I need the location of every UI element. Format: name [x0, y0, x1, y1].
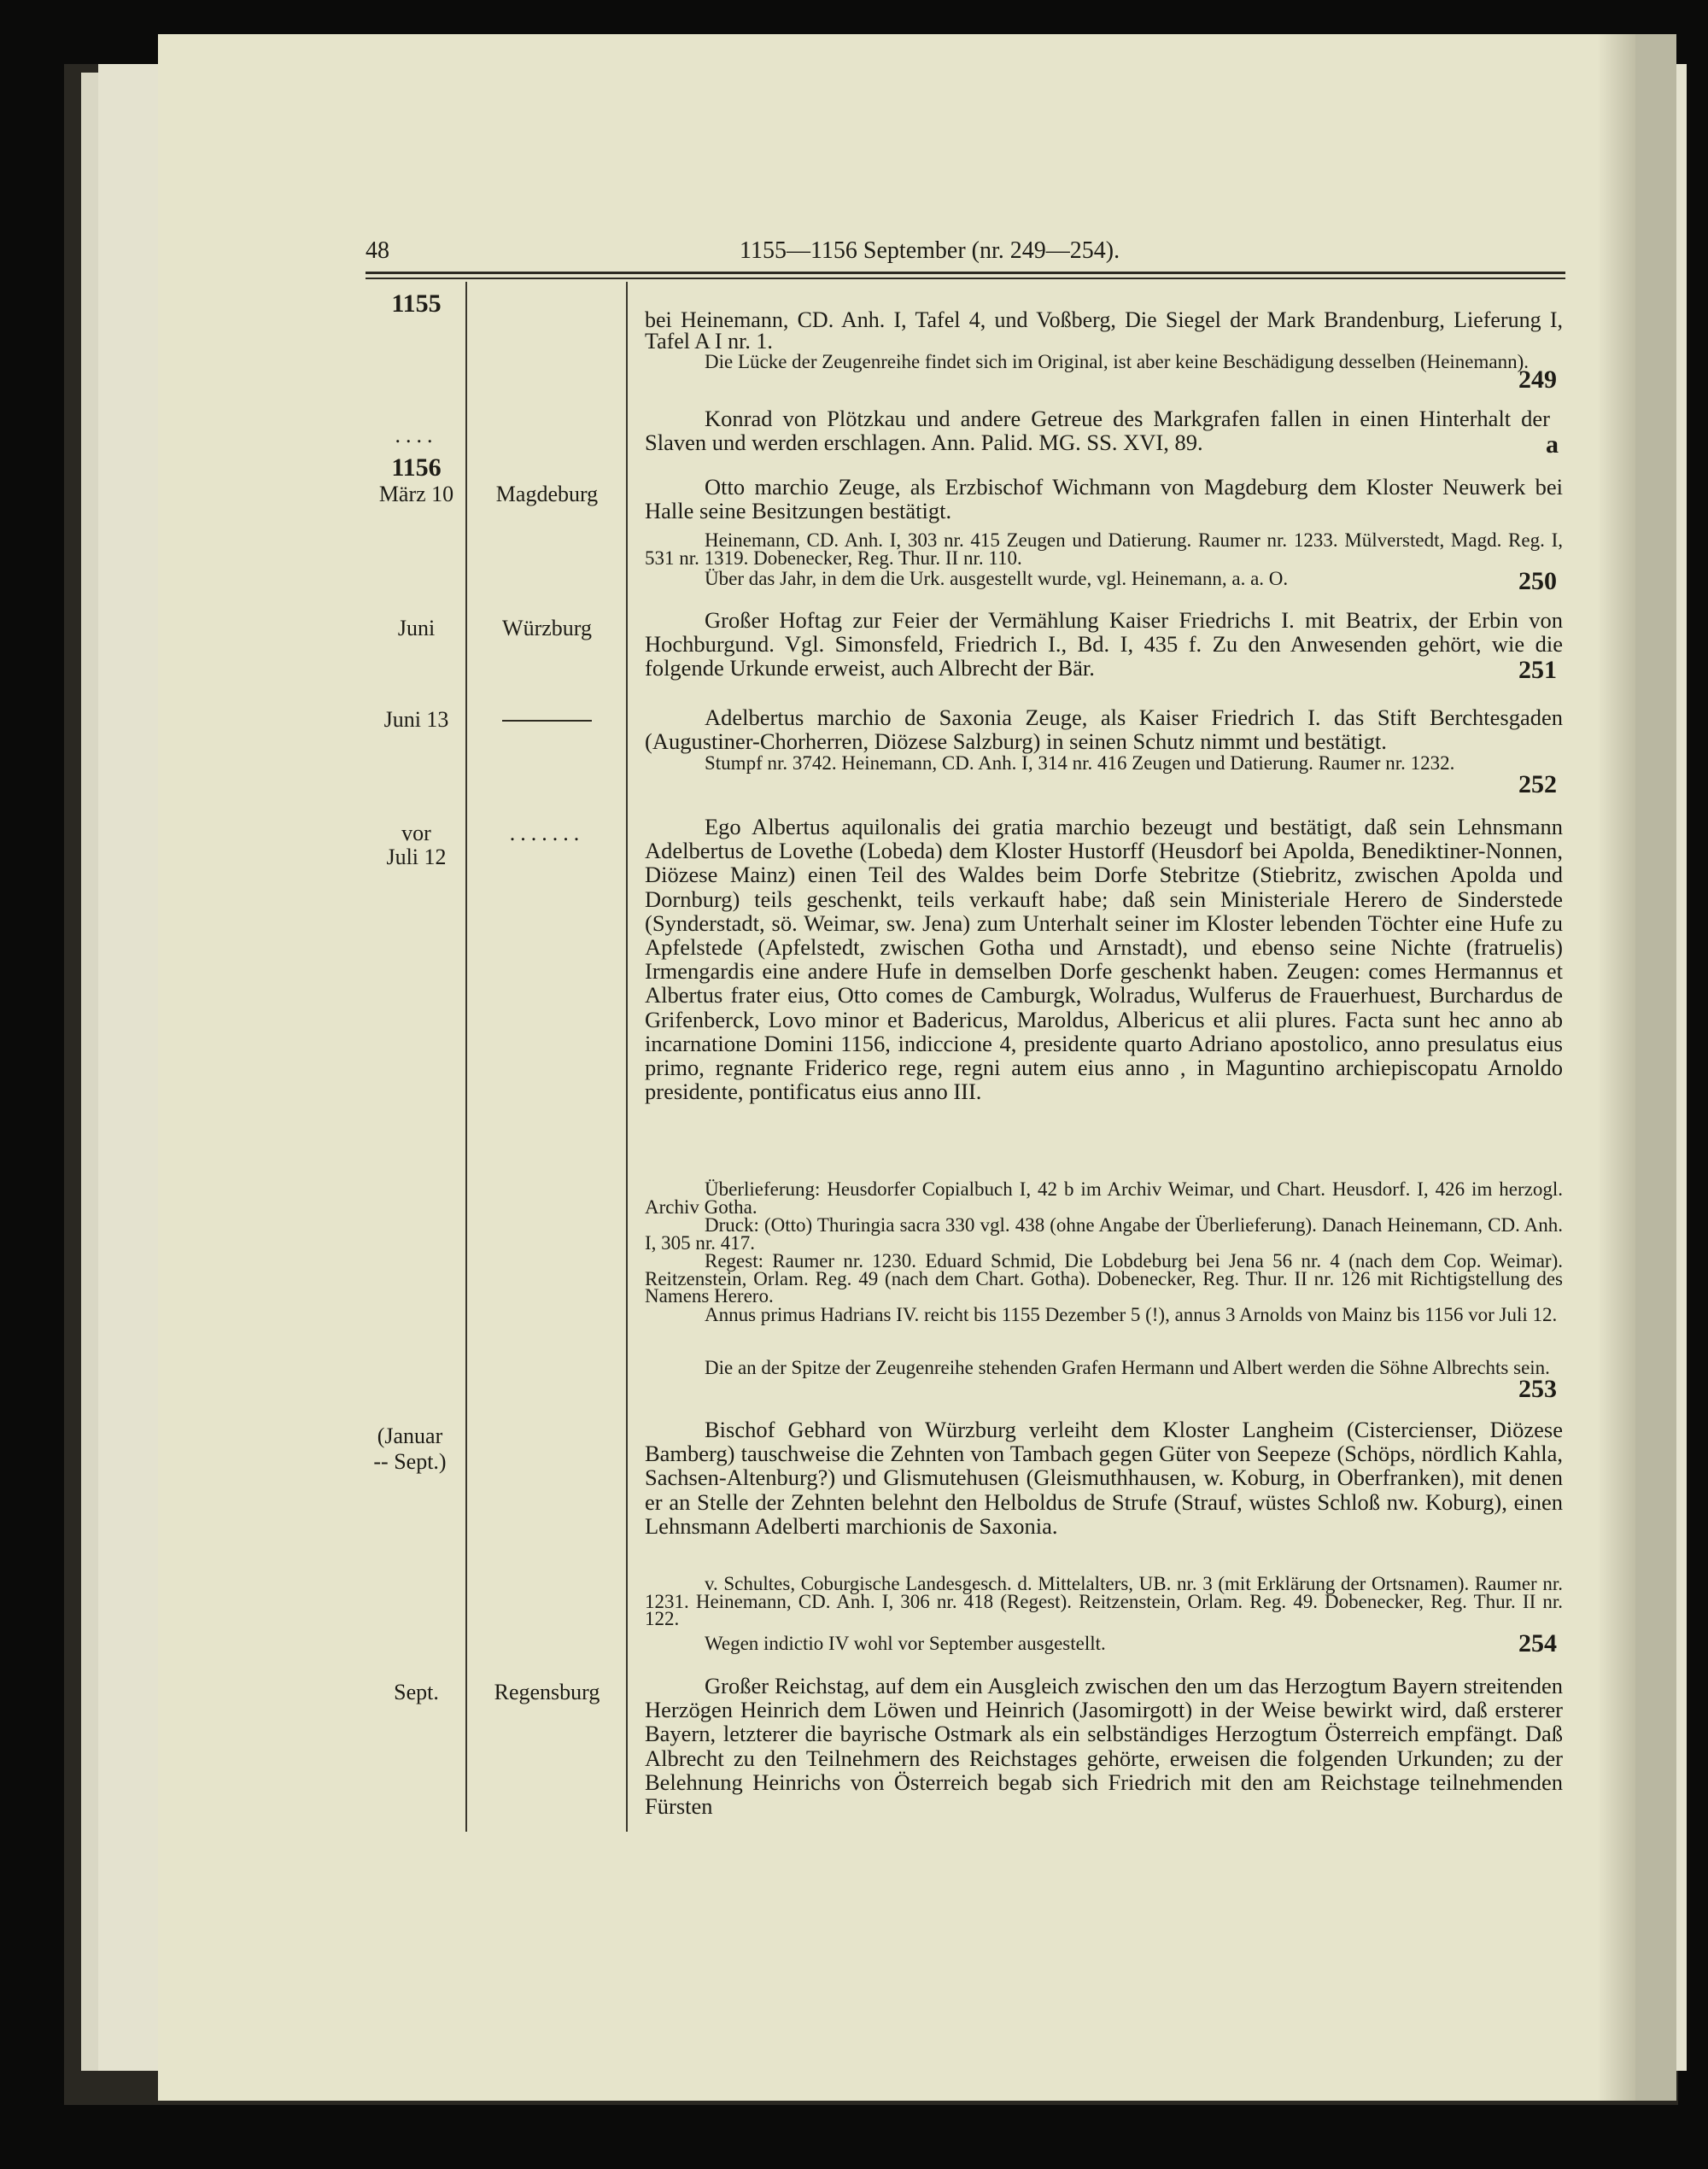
column-rule-date	[465, 282, 467, 1832]
column-rule-place	[626, 282, 628, 1832]
entry-252-note-1: Stumpf nr. 3742. Heinemann, CD. Anh. I, 314 nr. 416 Zeugen und Datierung. Raumer nr. 1232.	[705, 752, 1455, 774]
entry-253-note-2: Druck: (Otto) Thuringia sacra 330 vgl. 438 (ohne Angabe der Überlieferung). Danach Heinemann, CD. Anh. I, 305 nr. 417.	[645, 1214, 1563, 1254]
entry-250-text: Otto marchio Zeuge, als Erzbischof Wichmann von Magdeburg dem Kloster Neuwerk bei Halle seine Besitzungen bestätigt.	[645, 474, 1563, 524]
facing-page-edge	[1635, 34, 1676, 2101]
date-juli-12: Juli 12	[386, 845, 447, 869]
entry-253-text: Ego Albertus aquilonalis dei gratia marchio bezeugt und bestätigt, daß sein Lehnsmann Adelbertus de Lovethe (Lobeda) dem Kloster Hustorff (Heusdorf bei Apolda, Benediktiner-Nonnen, Diözese Mainz) einen Teil des Waldes beim Dorfe Stebritze (Stiebritz, zwischen Apolda und Dornburg) teils geschenkt, teils verkauft habe; daß sein Ministeriale Herero de Sinderstede (Synderstadt, sö. Weimar, sw. Jena) zum Unterhalt seiner im Kloster lebenden Töchter eine Hufe zu Apfelstede (Apfelstedt, zwischen Gotha und Arnstadt), und ebenso seine Nichte (fratruelis) Irmengardis eine andere Hufe in demselben Dorfe geschenkt haben. Zeugen: comes Hermannus et Albertus frater eius, Otto comes de Camburgk, Wolradus, Wulferus de Frauerhuest, Burchardus de Grifenberck, Lovo minor et Badericus, Maroldus, Albericus et alii plures. Facta sunt hec anno ab incarnatione Domini 1156, indiccione 4, presidente quarto Adriano apostolico, anno presulatus eius primo, regnante Friderico rege, regni autem eius anno , in Maguntino archiepiscopatu Arnoldo presidente, pontificatus eius anno III.	[645, 814, 1563, 1105]
date-januar: (Januar	[377, 1424, 443, 1448]
date-dots: ....	[395, 423, 438, 447]
date-juni-13: Juni 13	[383, 707, 449, 732]
place-dash	[502, 720, 592, 722]
page-number: 48	[366, 237, 389, 264]
entry-249-note: Die Lücke der Zeugenreihe findet sich im Original, ist aber keine Beschädigung desselben (Heinemann).	[705, 351, 1530, 372]
entry-a-text: Konrad von Plötzkau und andere Getreue des Markgrafen fallen in einen Hinterhalt der Slaven und werden erschlagen. Ann. Palid. MG. SS. XVI, 89.	[645, 406, 1550, 456]
entry-249-cont: bei Heinemann, CD. Anh. I, Tafel 4, und Voßberg, Die Siegel der Mark Brandenburg, Lieferung I, Tafel A I nr. 1.	[645, 307, 1563, 354]
entry-regensburg-text: Großer Reichstag, auf dem ein Ausgleich zwischen den um das Herzogtum Bayern streitenden Herzögen Heinrich dem Löwen und Heinrich (Jasomirgott) in der Weise bewirkt wird, daß ersterer Bayern, letzterer die bayrische Ostmark als ein selbständiges Herzogtum Österreich empfängt. Daß Albrecht zu den Teilnehmern des Reichstages gehörte, erweisen die folgenden Urkunden; zu der Belehnung Heinrichs von Österreich begab sich Friedrich mit den am Reichstage teilnehmenden Fürsten	[645, 1673, 1563, 1820]
entry-letter-a: a	[1546, 430, 1559, 459]
entry-252-text: Adelbertus marchio de Saxonia Zeuge, als Kaiser Friedrich I. das Stift Berchtesgaden (Augustiner-Chorherren, Diözese Salzburg) in seinen Schutz nimmt und bestätigt.	[645, 704, 1563, 755]
date-sept-range: -- Sept.)	[373, 1449, 447, 1474]
entry-253-note-3: Regest: Raumer nr. 1230. Eduard Schmid, Die Lobdeburg bei Jena 56 nr. 4 (nach dem Cop. Weimar). Reitzenstein, Orlam. Reg. 49 (nach dem Chart. Gotha). Dobenecker, Reg. Thur. II nr. 126 mit Richtigstellung des Namens Herero.	[645, 1250, 1563, 1307]
running-title: 1155—1156 September (nr. 249—254).	[740, 237, 1120, 264]
entry-253-note-5: Die an der Spitze der Zeugenreihe stehenden Grafen Hermann und Albert werden die Söhne Albrechts sein.	[705, 1357, 1550, 1378]
date-sept: Sept.	[394, 1680, 439, 1704]
header-rule-thin	[366, 278, 1565, 279]
date-vor: vor	[401, 821, 431, 845]
date-maerz-10: März 10	[378, 482, 454, 506]
header-rule	[366, 272, 1565, 274]
entry-250-note-1: Heinemann, CD. Anh. I, 303 nr. 415 Zeugen und Datierung. Raumer nr. 1233. Mülverstedt, Magd. Reg. I, 531 nr. 1319. Dobenecker, Reg. Thur. II nr. 110.	[645, 529, 1563, 569]
entry-254-note-2: Wegen indictio IV wohl vor September ausgestellt.	[705, 1633, 1106, 1654]
entry-251-text: Großer Hoftag zur Feier der Vermählung Kaiser Friedrichs I. mit Beatrix, der Erbin von Hochburgund. Vgl. Simonsfeld, Friedrich I., Bd. I, 435 f. Zu den Anwesenden gehört, wie die folgende Urkunde erweist, auch Albrecht der Bär.	[645, 607, 1563, 681]
entry-number-251: 251	[1518, 656, 1557, 684]
place-regensburg: Regensburg	[494, 1680, 600, 1704]
entry-254-text: Bischof Gebhard von Würzburg verleiht dem Kloster Langheim (Cistercienser, Diözese Bamberg) tauschweise die Zehnten von Tambach gegen Güter von Seepeze (Schöps, nördlich Kahla, Sachsen-Altenburg?) und Glismutehusen (Gleismuthhausen, w. Koburg, in Oberfranken), mit denen er an Stelle der Zehnten belehnt den Helboldus de Strufe (Strauf, wüstes Schloß nw. Koburg), einen Lehnsmann Adelberti marchionis de Saxonia.	[645, 1417, 1563, 1539]
entry-number-250: 250	[1518, 567, 1557, 595]
place-magdeburg: Magdeburg	[495, 482, 599, 506]
page-shadow	[1597, 34, 1640, 2101]
date-juni: Juni	[397, 616, 436, 640]
entry-number-252: 252	[1518, 770, 1557, 798]
place-wuerzburg: Würzburg	[502, 616, 592, 640]
entry-number-249: 249	[1518, 365, 1557, 394]
place-dots: .......	[509, 821, 585, 845]
date-year-1156: 1156	[391, 453, 442, 482]
entry-number-254: 254	[1518, 1629, 1557, 1657]
entry-253-note-4: Annus primus Hadrians IV. reicht bis 1155 Dezember 5 (!), annus 3 Arnolds von Mainz bis 1156 vor Juli 12.	[705, 1304, 1558, 1325]
entry-254-note-1: v. Schultes, Coburgische Landesgesch. d. Mittelalters, UB. nr. 3 (mit Erklärung der Ortsnamen). Raumer nr. 1231. Heinemann, CD. Anh. I, 306 nr. 418 (Regest). Reitzenstein, Orlam. Reg. 49. Dobenecker, Reg. Thur. II nr. 122.	[645, 1573, 1563, 1629]
entry-250-note-2: Über das Jahr, in dem die Urk. ausgestellt wurde, vgl. Heinemann, a. a. O.	[705, 568, 1289, 589]
entry-253-note-1: Überlieferung: Heusdorfer Copialbuch I, 42 b im Archiv Weimar, und Chart. Heusdorf. I, 426 im herzogl. Archiv Gotha.	[645, 1178, 1563, 1218]
date-year-1155: 1155	[391, 289, 442, 318]
entry-number-253: 253	[1518, 1375, 1557, 1403]
